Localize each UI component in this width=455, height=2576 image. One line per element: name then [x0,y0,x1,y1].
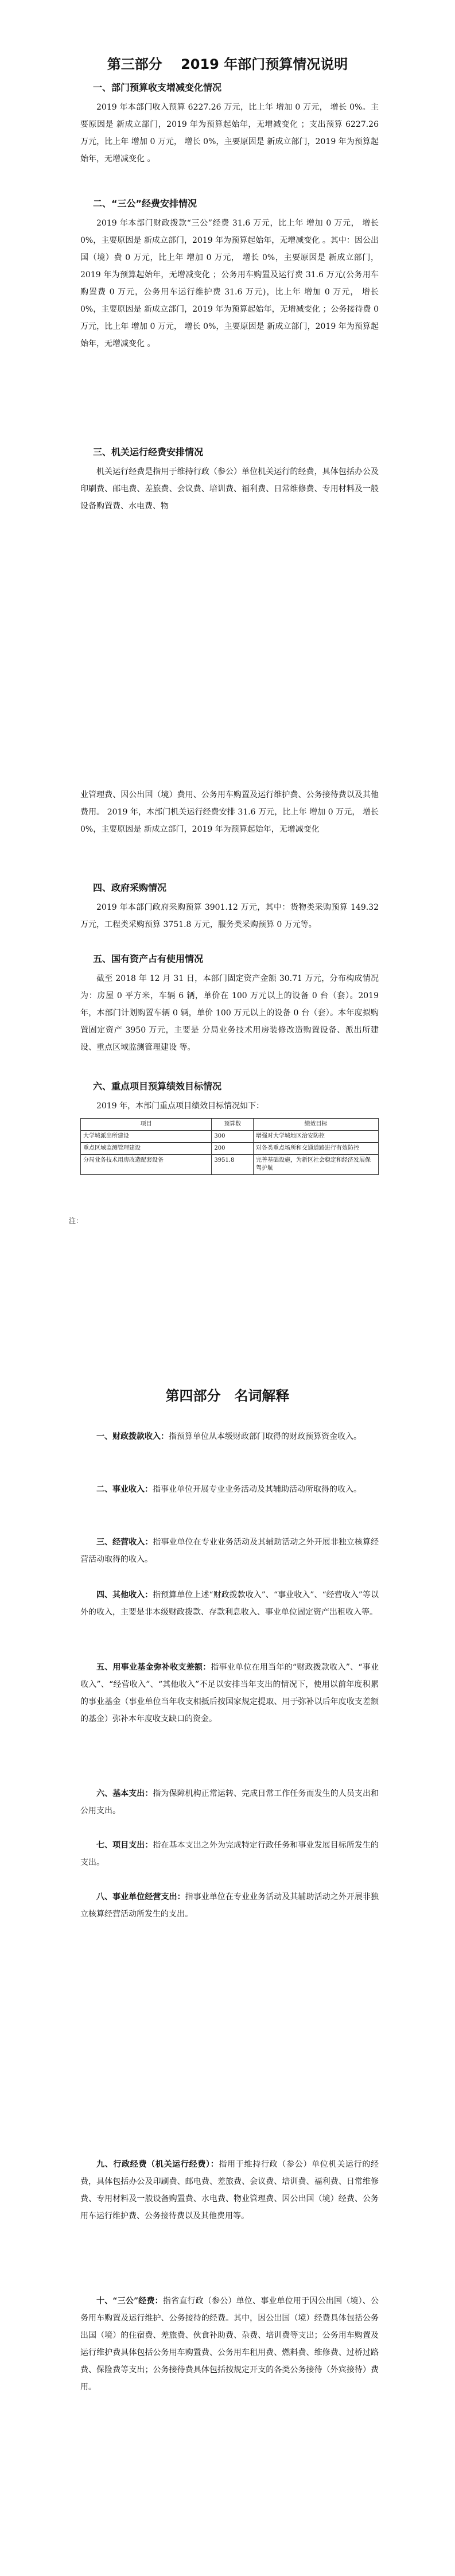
section-procurement [80,880,379,933]
glossary-term: 五、用事业基金弥补收支差额： [96,1663,211,1672]
section-text: 截至 2018 年 12 月 31 日，本部门固定资产金额 30.71 万元，分布构成情况为：房屋 0 平方米，车辆 6 辆，单价在 100 万元以上的设备 0 台（套）。2019 年，本部门计划购置车辆 0 辆，单价 100 万元以上的设备 0 台（套）。本年度拟购置固定资产 3950 万元，主要是 分局业务技术用房装修改造购置设备、派出所建设、重点区域监测管理建设 等。 [80,974,379,1052]
table-header: 项目 [81,1119,212,1131]
section-operating-cost-cont [80,786,379,838]
glossary-item [80,2292,379,2396]
glossary-item [80,1481,379,1498]
section-heading: 六、重点项目预算绩效目标情况 [93,1081,222,1092]
section-text: 机关运行经费是指用于维持行政（参公）单位机关运行的经费，具体包括办公及印刷费、邮电费、差旅费、会议费、培训费、福利费、日常维修费、专用材料及一般设备购置费、水电费、物 [80,467,379,511]
table-cell: 分局业务技术用房改造配套设备 [81,1155,212,1175]
glossary-item [80,1888,379,1923]
glossary-term: 七、项目支出： [96,1841,153,1850]
table-cell: 重点区域监测管理建设 [81,1143,212,1155]
section-text: 2019 年，本部门重点项目绩效目标情况如下： [96,1101,265,1111]
table-cell: 200 [212,1143,254,1155]
section-heading: 一、部门预算收支增减变化情况 [93,82,222,93]
glossary-item [80,2156,379,2225]
table-header: 预算数 [212,1119,254,1131]
glossary-item [80,1659,379,1728]
glossary-definition: 指事业单位在专业业务活动及其辅助活动之外开展非独立核算经营活动所发生的支出。 [80,1892,379,1919]
section-heading: 四、政府采购情况 [93,882,167,893]
table-cell: 增强对大学城地区治安防控 [254,1131,379,1143]
part4-title: 第四部分 名词解释 [165,1388,290,1404]
section-performance [80,1079,379,1175]
part3-title: 第三部分 2019 年部门预算情况说明 [107,56,348,72]
section-three-public [80,196,379,352]
glossary-definition: 指事业单位开展专业业务活动及其辅助活动所取得的收入。 [153,1485,361,1494]
section-text: 2019 年本部门政府采购预算 3901.12 万元，其中：货物类采购预算 149.32 万元，工程类采购预算 3751.8 万元，服务类采购预算 0 万元等。 [80,903,379,929]
glossary-definition: 指事业单位在专业业务活动及其辅助活动之外开展非独立核算经营活动取得的收入。 [80,1538,379,1564]
glossary-definition: 指在基本支出之外为完成特定行政任务和事业发展目标所发生的支出。 [80,1841,379,1867]
glossary-item [80,1837,379,1871]
glossary-term: 九、行政经费（机关运行经费）： [96,2160,219,2169]
glossary-definition: 指为保障机构正常运转、完成日常工作任务而发生的人员支出和公用支出。 [80,1789,379,1815]
section-text: 2019 年本部门收入预算 6227.26 万元，比上年 增加 0 万元， 增长 0%。主要原因是 新成立部门，2019 年为预算起始年，无增减变化 ；支出预算 6227.26 万元，比上年 增加 0 万元， 增长 0%，主要原因是 新成立部门，2019 年为预算起始年，无增减变化 。 [80,103,379,164]
table-row [81,1155,379,1175]
section-state-assets [80,952,379,1056]
glossary-term: 四、其他收入： [96,1590,153,1600]
table-cell: 3951.8 [212,1155,254,1175]
section-text: 业管理费、因公出国（境）费用、公务用车购置及运行维护费、公务接待费以及其他费用。 2019 年，本部门机关运行经费安排 31.6 万元，比上年 增加 0 万元， 增长 0%，主要原因是 新成立部门，2019 年为预算起始年，无增减变化 [80,790,379,834]
glossary-item [80,1586,379,1621]
table-cell: 对各类重点场所和交通道路进行有效防控 [254,1143,379,1155]
glossary-term: 十、“三公”经费： [96,2296,163,2306]
section-budget-change [80,80,379,168]
section-text: 2019 年本部门财政拨款“三公”经费 31.6 万元，比上年 增加 0 万元， 增长 0%，主要原因是 新成立部门，2019 年为预算起始年，无增减变化 。其中：因公出国（境）费 0 万元，比上年 增加 0 万元， 增长 0%，主要原因是 新成立部门，2019 年为预算起始年，无增减变化 ；公务用车购置及运行费 31.6 万元(公务用车购置费 0 万元，公务用车运行维护费 31.6 万元)，比上年 增加 0 万元， 增长 0%，主要原因是 新成立部门，2019 年为预算起始年，无增减变化 ；公务接待费 0 万元，比上年 增加 0 万元， 增长 0%，主要原因是 新成立部门，2019 年为预算起始年，无增减变化 。 [80,219,379,348]
section-heading: 三、机关运行经费安排情况 [93,447,204,457]
glossary-definition: 指省直行政（参公）单位、事业单位用于因公出国（境）、公务用车购置及运行维护、公务接待的经费。其中，因公出国（境）经费具体包括公务出国（境）的住宿费、差旅费、伙食补助费、杂费、培训费等支出；公务用车购置及运行维护费具体包括公务用车购置费、公务用车租用费、燃料费、维修费、过桥过路费、保险费等支出；公务接待费具体包括按规定开支的各类公务接待（外宾接待）费用。 [80,2296,379,2392]
glossary-item [80,1785,379,1820]
table-cell: 完善基础设施，为新区社会稳定和经济发展保驾护航 [254,1155,379,1175]
table-row [81,1131,379,1143]
table-cell: 大学城派出所建设 [81,1131,212,1143]
table-note: 注： [69,1217,83,1225]
glossary-definition: 指事业单位在用当年的“财政拨款收入”、“事业收入”、“经营收入”、“其他收入”不足以安排当年支出的情况下，使用以前年度积累的事业基金（事业单位当年收支相抵后按国家规定提取、用于弥补以后年度收支差额的基金）弥补本年度收支缺口的资金。 [80,1663,379,1724]
glossary-term: 六、基本支出： [96,1789,153,1798]
section-heading: 五、国有资产占有使用情况 [93,953,204,964]
table-header-row [81,1119,379,1131]
table-cell: 300 [212,1131,254,1143]
glossary-item [80,1534,379,1568]
glossary-term: 三、经营收入： [96,1538,153,1547]
glossary-definition: 指预算单位从本级财政部门取得的财政预算资金收入。 [169,1432,361,1441]
glossary-definition: 指预算单位上述“财政拨款收入”、“事业收入”、“经营收入”等以外的收入，主要是非本级财政拨款、存款利息收入、事业单位固定资产出租收入等。 [80,1590,379,1617]
table-header: 绩效目标 [254,1119,379,1131]
glossary-definition: 指用于维持行政（参公）单位机关运行的经费，具体包括办公及印刷费、邮电费、差旅费、会议费、培训费、福利费、日常维修费、专用材料及一般设备购置费、水电费、物业管理费、因公出国（境）经费、公务用车运行维护费、公务接待费以及其他费用等。 [80,2160,379,2221]
glossary-item [80,1428,379,1445]
glossary-term: 八、事业单位经营支出： [96,1892,185,1902]
glossary-term: 二、事业收入： [96,1485,153,1494]
section-operating-cost [80,445,379,515]
project-table [80,1118,379,1175]
section-heading: 二、“三公”经费安排情况 [93,198,197,209]
glossary-term: 一、财政拨款收入： [96,1432,169,1441]
table-row [81,1143,379,1155]
